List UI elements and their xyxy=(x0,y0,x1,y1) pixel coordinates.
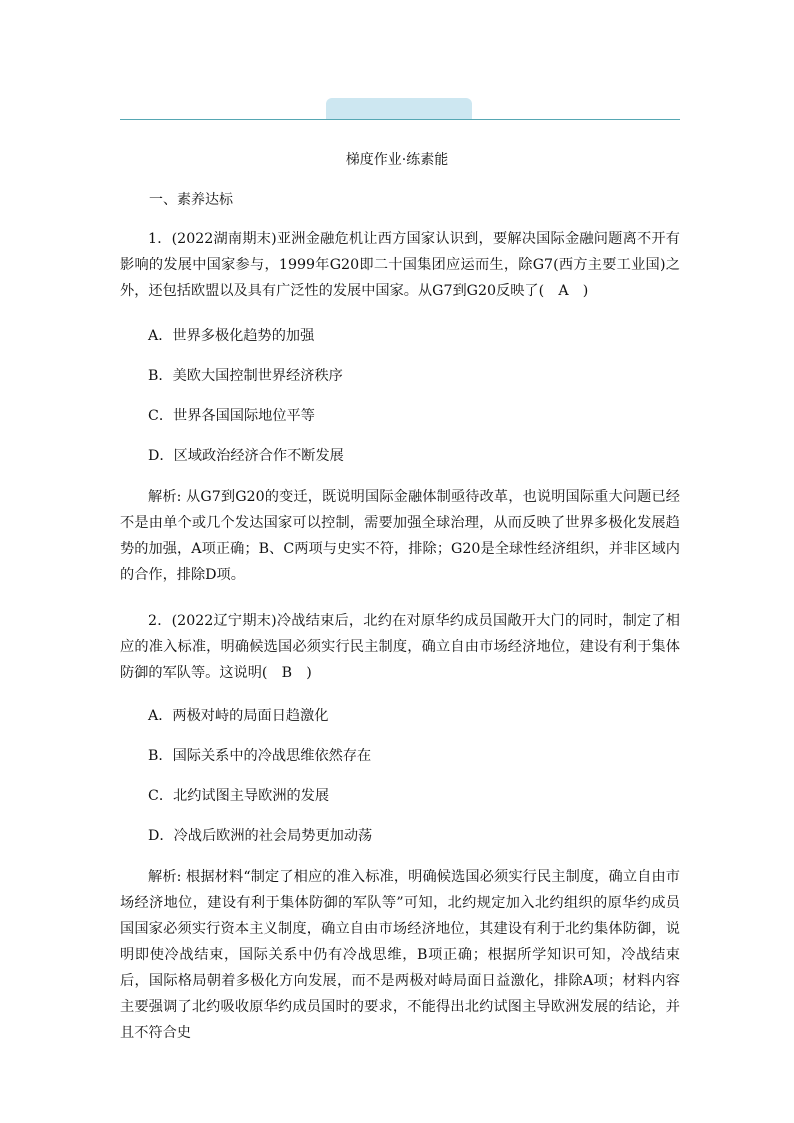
question-2-stem: 2．(2022辽宁期末)冷战结束后，北约在对原华约成员国敞开大门的同时，制定了相应的准入标准，明确候选国必须实行民主制度，确立自由市场经济地位，建设有利于集体防御的军队等。这说明( B ) xyxy=(120,613,680,681)
question-1-option-b: B．美欧大国控制世界经济秩序 xyxy=(148,368,343,384)
header-rule xyxy=(120,119,680,120)
question-2-option-a: A．两极对峙的局面日趋激化 xyxy=(148,708,329,724)
page-title: 梯度作业·练素能 xyxy=(345,152,449,168)
analysis-text: : 从G7到G20的变迁，既说明国际金融体制亟待改革，也说明国际重大问题已经不是由单个或几个发达国家可以控制，需要加强全球治理，从而反映了世界多极化发展趋势的加强，A项正确；B、C两项与史实不符，排除；G20是全球性经济组织，并非区域内的合作，排除D项。 xyxy=(120,489,680,583)
question-1-analysis xyxy=(120,484,680,588)
question-2-option-d: D．冷战后欧洲的社会局势更加动荡 xyxy=(148,828,373,844)
question-1-stem: 1．(2022湖南期末)亚洲金融危机让西方国家认识到，要解决国际金融问题离不开有影响的发展中国家参与，1999年G20即二十国集团应运而生，除G7(西方主要工业国)之外，还包括欧盟以及具有广泛性的发展中国家。从G7到G20反映了( A ) xyxy=(120,231,680,299)
analysis-label: 解析 xyxy=(148,489,177,505)
analysis-text: : 根据材料“制定了相应的准入标准，明确候选国必须实行民主制度，确立自由市场经济地位，建设有利于集体防御的军队等”可知，北约规定加入北约组织的原华约成员国国家必须实行资本主义制度，确立自由市场经济地位，其建设有利于北约集体防御，说明即使冷战结束，国际关系中仍有冷战思维，B项正确；根据所学知识可知，冷战结束后，国际格局朝着多极化方向发展，而不是两极对峙局面日益激化，排除A项；材料内容主要强调了北约吸收原华约成员国时的要求，不能得出北约试图主导欧洲发展的结论，并且不符合史 xyxy=(120,869,680,1041)
question-2-option-c: C．北约试图主导欧洲的发展 xyxy=(148,788,330,804)
section-heading: 一、素养达标 xyxy=(149,192,233,208)
question-1-option-c: C．世界各国国际地位平等 xyxy=(148,408,315,424)
question-2-option-b: B．国际关系中的冷战思维依然存在 xyxy=(148,748,372,764)
header-tab-decoration xyxy=(326,98,472,119)
question-2-analysis xyxy=(120,864,680,1046)
question-1-option-d: D．区域政治经济合作不断发展 xyxy=(148,448,344,464)
question-1-option-a: A．世界多极化趋势的加强 xyxy=(148,328,315,344)
analysis-label: 解析 xyxy=(148,869,177,885)
